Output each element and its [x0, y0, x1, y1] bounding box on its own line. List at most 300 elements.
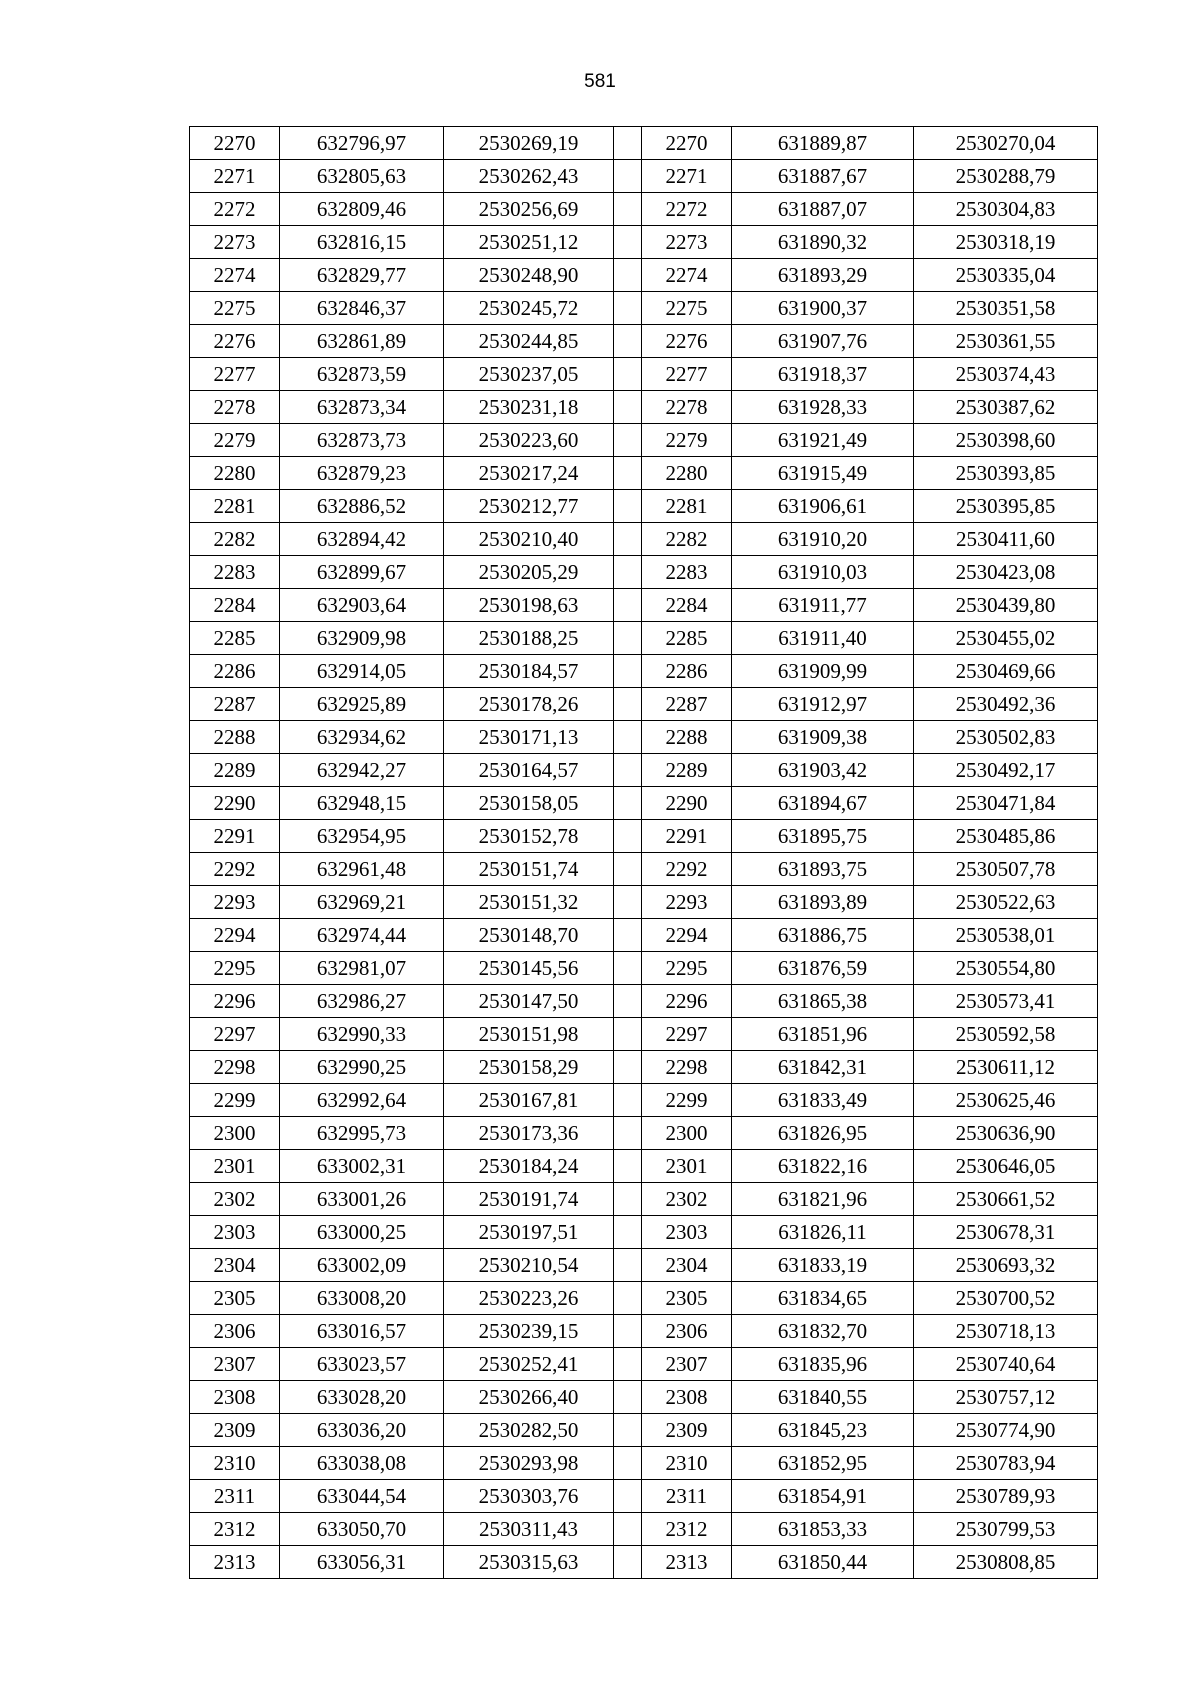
spacer-cell [614, 226, 642, 259]
spacer-cell [614, 787, 642, 820]
table-row [190, 1546, 1098, 1579]
point-number-right: 2295 [642, 952, 732, 985]
y-coordinate-left: 2530256,69 [444, 193, 614, 226]
y-coordinate-left: 2530269,19 [444, 127, 614, 160]
spacer-cell [614, 1282, 642, 1315]
y-coordinate-right: 2530625,46 [914, 1084, 1098, 1117]
point-number-left: 2289 [190, 754, 280, 787]
x-coordinate-left: 632886,52 [280, 490, 444, 523]
table-row [190, 490, 1098, 523]
x-coordinate-right: 631928,33 [732, 391, 914, 424]
table-row [190, 1480, 1098, 1513]
table-row [190, 358, 1098, 391]
point-number-right: 2299 [642, 1084, 732, 1117]
y-coordinate-left: 2530212,77 [444, 490, 614, 523]
point-number-right: 2288 [642, 721, 732, 754]
x-coordinate-left: 632894,42 [280, 523, 444, 556]
point-number-right: 2294 [642, 919, 732, 952]
point-number-left: 2270 [190, 127, 280, 160]
y-coordinate-left: 2530158,29 [444, 1051, 614, 1084]
spacer-cell [614, 1018, 642, 1051]
point-number-left: 2279 [190, 424, 280, 457]
table-row [190, 1084, 1098, 1117]
y-coordinate-right: 2530799,53 [914, 1513, 1098, 1546]
y-coordinate-right: 2530718,13 [914, 1315, 1098, 1348]
x-coordinate-right: 631910,03 [732, 556, 914, 589]
y-coordinate-right: 2530693,32 [914, 1249, 1098, 1282]
y-coordinate-left: 2530151,98 [444, 1018, 614, 1051]
spacer-cell [614, 1480, 642, 1513]
x-coordinate-left: 632954,95 [280, 820, 444, 853]
spacer-cell [614, 127, 642, 160]
x-coordinate-left: 633036,20 [280, 1414, 444, 1447]
table-row [190, 1249, 1098, 1282]
x-coordinate-right: 631893,89 [732, 886, 914, 919]
table-row [190, 787, 1098, 820]
y-coordinate-right: 2530700,52 [914, 1282, 1098, 1315]
coordinates-table-body [190, 127, 1098, 1579]
x-coordinate-left: 633000,25 [280, 1216, 444, 1249]
y-coordinate-right: 2530439,80 [914, 589, 1098, 622]
coordinates-table [189, 126, 1098, 1579]
x-coordinate-right: 631889,87 [732, 127, 914, 160]
point-number-right: 2313 [642, 1546, 732, 1579]
y-coordinate-left: 2530148,70 [444, 919, 614, 952]
y-coordinate-right: 2530502,83 [914, 721, 1098, 754]
x-coordinate-right: 631850,44 [732, 1546, 914, 1579]
point-number-left: 2303 [190, 1216, 280, 1249]
x-coordinate-left: 632969,21 [280, 886, 444, 919]
y-coordinate-right: 2530374,43 [914, 358, 1098, 391]
point-number-left: 2295 [190, 952, 280, 985]
x-coordinate-left: 632861,89 [280, 325, 444, 358]
x-coordinate-right: 631893,29 [732, 259, 914, 292]
point-number-right: 2306 [642, 1315, 732, 1348]
y-coordinate-right: 2530783,94 [914, 1447, 1098, 1480]
point-number-right: 2305 [642, 1282, 732, 1315]
y-coordinate-right: 2530423,08 [914, 556, 1098, 589]
y-coordinate-left: 2530171,13 [444, 721, 614, 754]
x-coordinate-right: 631821,96 [732, 1183, 914, 1216]
x-coordinate-left: 632992,64 [280, 1084, 444, 1117]
x-coordinate-right: 631826,11 [732, 1216, 914, 1249]
spacer-cell [614, 688, 642, 721]
y-coordinate-right: 2530774,90 [914, 1414, 1098, 1447]
x-coordinate-right: 631907,76 [732, 325, 914, 358]
point-number-right: 2276 [642, 325, 732, 358]
y-coordinate-right: 2530469,66 [914, 655, 1098, 688]
point-number-right: 2274 [642, 259, 732, 292]
y-coordinate-left: 2530173,36 [444, 1117, 614, 1150]
table-row [190, 325, 1098, 358]
table-row [190, 1216, 1098, 1249]
y-coordinate-left: 2530197,51 [444, 1216, 614, 1249]
point-number-right: 2273 [642, 226, 732, 259]
y-coordinate-right: 2530335,04 [914, 259, 1098, 292]
table-row [190, 127, 1098, 160]
point-number-left: 2287 [190, 688, 280, 721]
y-coordinate-right: 2530507,78 [914, 853, 1098, 886]
x-coordinate-right: 631842,31 [732, 1051, 914, 1084]
spacer-cell [614, 1150, 642, 1183]
y-coordinate-right: 2530304,83 [914, 193, 1098, 226]
x-coordinate-right: 631887,67 [732, 160, 914, 193]
table-row [190, 688, 1098, 721]
y-coordinate-left: 2530262,43 [444, 160, 614, 193]
point-number-left: 2296 [190, 985, 280, 1018]
y-coordinate-right: 2530789,93 [914, 1480, 1098, 1513]
point-number-left: 2301 [190, 1150, 280, 1183]
x-coordinate-left: 632899,67 [280, 556, 444, 589]
y-coordinate-left: 2530248,90 [444, 259, 614, 292]
y-coordinate-left: 2530158,05 [444, 787, 614, 820]
point-number-left: 2286 [190, 655, 280, 688]
x-coordinate-left: 632934,62 [280, 721, 444, 754]
point-number-right: 2272 [642, 193, 732, 226]
point-number-left: 2288 [190, 721, 280, 754]
point-number-left: 2309 [190, 1414, 280, 1447]
x-coordinate-left: 632942,27 [280, 754, 444, 787]
point-number-right: 2283 [642, 556, 732, 589]
point-number-right: 2285 [642, 622, 732, 655]
x-coordinate-right: 631826,95 [732, 1117, 914, 1150]
table-row [190, 952, 1098, 985]
x-coordinate-left: 632925,89 [280, 688, 444, 721]
y-coordinate-right: 2530288,79 [914, 160, 1098, 193]
x-coordinate-right: 631887,07 [732, 193, 914, 226]
x-coordinate-left: 632805,63 [280, 160, 444, 193]
point-number-left: 2302 [190, 1183, 280, 1216]
point-number-left: 2291 [190, 820, 280, 853]
x-coordinate-left: 632981,07 [280, 952, 444, 985]
y-coordinate-right: 2530646,05 [914, 1150, 1098, 1183]
x-coordinate-left: 633016,57 [280, 1315, 444, 1348]
y-coordinate-left: 2530188,25 [444, 622, 614, 655]
x-coordinate-right: 631893,75 [732, 853, 914, 886]
table-row [190, 754, 1098, 787]
point-number-right: 2297 [642, 1018, 732, 1051]
spacer-cell [614, 1051, 642, 1084]
point-number-left: 2299 [190, 1084, 280, 1117]
y-coordinate-left: 2530178,26 [444, 688, 614, 721]
x-coordinate-left: 632879,23 [280, 457, 444, 490]
point-number-left: 2298 [190, 1051, 280, 1084]
point-number-right: 2281 [642, 490, 732, 523]
point-number-right: 2300 [642, 1117, 732, 1150]
point-number-left: 2274 [190, 259, 280, 292]
y-coordinate-left: 2530231,18 [444, 391, 614, 424]
y-coordinate-right: 2530611,12 [914, 1051, 1098, 1084]
x-coordinate-left: 632990,33 [280, 1018, 444, 1051]
x-coordinate-left: 633001,26 [280, 1183, 444, 1216]
x-coordinate-right: 631909,38 [732, 721, 914, 754]
spacer-cell [614, 820, 642, 853]
point-number-left: 2310 [190, 1447, 280, 1480]
x-coordinate-left: 632961,48 [280, 853, 444, 886]
spacer-cell [614, 1084, 642, 1117]
x-coordinate-left: 633002,09 [280, 1249, 444, 1282]
y-coordinate-left: 2530223,60 [444, 424, 614, 457]
point-number-left: 2281 [190, 490, 280, 523]
y-coordinate-right: 2530554,80 [914, 952, 1098, 985]
y-coordinate-left: 2530237,05 [444, 358, 614, 391]
x-coordinate-left: 633028,20 [280, 1381, 444, 1414]
y-coordinate-left: 2530303,76 [444, 1480, 614, 1513]
y-coordinate-right: 2530387,62 [914, 391, 1098, 424]
y-coordinate-left: 2530152,78 [444, 820, 614, 853]
y-coordinate-right: 2530661,52 [914, 1183, 1098, 1216]
y-coordinate-left: 2530184,24 [444, 1150, 614, 1183]
spacer-cell [614, 1348, 642, 1381]
x-coordinate-left: 632995,73 [280, 1117, 444, 1150]
x-coordinate-right: 631854,91 [732, 1480, 914, 1513]
point-number-left: 2285 [190, 622, 280, 655]
spacer-cell [614, 1513, 642, 1546]
x-coordinate-right: 631910,20 [732, 523, 914, 556]
x-coordinate-right: 631911,77 [732, 589, 914, 622]
spacer-cell [614, 1546, 642, 1579]
x-coordinate-right: 631853,33 [732, 1513, 914, 1546]
x-coordinate-left: 633023,57 [280, 1348, 444, 1381]
table-row [190, 1051, 1098, 1084]
y-coordinate-right: 2530492,17 [914, 754, 1098, 787]
point-number-left: 2273 [190, 226, 280, 259]
x-coordinate-left: 633008,20 [280, 1282, 444, 1315]
point-number-left: 2306 [190, 1315, 280, 1348]
x-coordinate-left: 632903,64 [280, 589, 444, 622]
y-coordinate-left: 2530147,50 [444, 985, 614, 1018]
x-coordinate-right: 631912,97 [732, 688, 914, 721]
point-number-right: 2284 [642, 589, 732, 622]
point-number-left: 2271 [190, 160, 280, 193]
x-coordinate-left: 632909,98 [280, 622, 444, 655]
spacer-cell [614, 325, 642, 358]
point-number-right: 2270 [642, 127, 732, 160]
y-coordinate-left: 2530145,56 [444, 952, 614, 985]
y-coordinate-left: 2530245,72 [444, 292, 614, 325]
table-row [190, 985, 1098, 1018]
y-coordinate-left: 2530164,57 [444, 754, 614, 787]
y-coordinate-left: 2530184,57 [444, 655, 614, 688]
point-number-right: 2307 [642, 1348, 732, 1381]
table-row [190, 193, 1098, 226]
point-number-left: 2305 [190, 1282, 280, 1315]
spacer-cell [614, 160, 642, 193]
x-coordinate-right: 631865,38 [732, 985, 914, 1018]
point-number-right: 2309 [642, 1414, 732, 1447]
table-row [190, 589, 1098, 622]
x-coordinate-right: 631886,75 [732, 919, 914, 952]
point-number-right: 2278 [642, 391, 732, 424]
x-coordinate-right: 631906,61 [732, 490, 914, 523]
point-number-left: 2304 [190, 1249, 280, 1282]
point-number-right: 2292 [642, 853, 732, 886]
point-number-right: 2301 [642, 1150, 732, 1183]
x-coordinate-left: 633002,31 [280, 1150, 444, 1183]
page-number: 581 [584, 71, 616, 92]
x-coordinate-right: 631832,70 [732, 1315, 914, 1348]
spacer-cell [614, 886, 642, 919]
table-row [190, 1183, 1098, 1216]
y-coordinate-left: 2530205,29 [444, 556, 614, 589]
y-coordinate-left: 2530151,74 [444, 853, 614, 886]
point-number-left: 2278 [190, 391, 280, 424]
y-coordinate-left: 2530315,63 [444, 1546, 614, 1579]
spacer-cell [614, 589, 642, 622]
spacer-cell [614, 556, 642, 589]
point-number-left: 2300 [190, 1117, 280, 1150]
table-row [190, 820, 1098, 853]
spacer-cell [614, 622, 642, 655]
spacer-cell [614, 1216, 642, 1249]
spacer-cell [614, 1414, 642, 1447]
x-coordinate-left: 632873,59 [280, 358, 444, 391]
point-number-left: 2283 [190, 556, 280, 589]
point-number-left: 2284 [190, 589, 280, 622]
x-coordinate-right: 631835,96 [732, 1348, 914, 1381]
y-coordinate-right: 2530411,60 [914, 523, 1098, 556]
point-number-right: 2311 [642, 1480, 732, 1513]
spacer-cell [614, 1117, 642, 1150]
table-row [190, 655, 1098, 688]
y-coordinate-right: 2530492,36 [914, 688, 1098, 721]
table-row [190, 1150, 1098, 1183]
y-coordinate-right: 2530573,41 [914, 985, 1098, 1018]
spacer-cell [614, 1447, 642, 1480]
spacer-cell [614, 919, 642, 952]
table-row [190, 226, 1098, 259]
x-coordinate-right: 631921,49 [732, 424, 914, 457]
point-number-right: 2277 [642, 358, 732, 391]
point-number-right: 2293 [642, 886, 732, 919]
y-coordinate-left: 2530266,40 [444, 1381, 614, 1414]
y-coordinate-right: 2530455,02 [914, 622, 1098, 655]
y-coordinate-right: 2530808,85 [914, 1546, 1098, 1579]
y-coordinate-left: 2530210,54 [444, 1249, 614, 1282]
y-coordinate-right: 2530270,04 [914, 127, 1098, 160]
y-coordinate-left: 2530198,63 [444, 589, 614, 622]
point-number-right: 2291 [642, 820, 732, 853]
y-coordinate-right: 2530471,84 [914, 787, 1098, 820]
spacer-cell [614, 490, 642, 523]
point-number-left: 2275 [190, 292, 280, 325]
point-number-left: 2297 [190, 1018, 280, 1051]
table-row [190, 259, 1098, 292]
x-coordinate-right: 631911,40 [732, 622, 914, 655]
point-number-left: 2293 [190, 886, 280, 919]
x-coordinate-right: 631890,32 [732, 226, 914, 259]
point-number-right: 2282 [642, 523, 732, 556]
y-coordinate-right: 2530485,86 [914, 820, 1098, 853]
point-number-right: 2287 [642, 688, 732, 721]
table-row [190, 1513, 1098, 1546]
point-number-right: 2308 [642, 1381, 732, 1414]
spacer-cell [614, 358, 642, 391]
table-row [190, 1315, 1098, 1348]
table-row [190, 622, 1098, 655]
point-number-right: 2286 [642, 655, 732, 688]
point-number-left: 2277 [190, 358, 280, 391]
y-coordinate-left: 2530252,41 [444, 1348, 614, 1381]
y-coordinate-right: 2530636,90 [914, 1117, 1098, 1150]
spacer-cell [614, 754, 642, 787]
x-coordinate-left: 633044,54 [280, 1480, 444, 1513]
x-coordinate-right: 631851,96 [732, 1018, 914, 1051]
point-number-left: 2276 [190, 325, 280, 358]
spacer-cell [614, 424, 642, 457]
x-coordinate-right: 631840,55 [732, 1381, 914, 1414]
table-row [190, 457, 1098, 490]
point-number-left: 2307 [190, 1348, 280, 1381]
x-coordinate-left: 632829,77 [280, 259, 444, 292]
table-row [190, 886, 1098, 919]
x-coordinate-right: 631876,59 [732, 952, 914, 985]
x-coordinate-right: 631833,19 [732, 1249, 914, 1282]
table-row [190, 919, 1098, 952]
y-coordinate-right: 2530740,64 [914, 1348, 1098, 1381]
point-number-left: 2312 [190, 1513, 280, 1546]
x-coordinate-left: 632796,97 [280, 127, 444, 160]
x-coordinate-left: 633056,31 [280, 1546, 444, 1579]
x-coordinate-right: 631834,65 [732, 1282, 914, 1315]
table-row [190, 721, 1098, 754]
spacer-cell [614, 1381, 642, 1414]
point-number-left: 2294 [190, 919, 280, 952]
point-number-left: 2280 [190, 457, 280, 490]
y-coordinate-left: 2530293,98 [444, 1447, 614, 1480]
table-row [190, 523, 1098, 556]
x-coordinate-left: 632873,73 [280, 424, 444, 457]
point-number-left: 2292 [190, 853, 280, 886]
point-number-right: 2271 [642, 160, 732, 193]
spacer-cell [614, 1183, 642, 1216]
point-number-left: 2290 [190, 787, 280, 820]
y-coordinate-left: 2530311,43 [444, 1513, 614, 1546]
y-coordinate-right: 2530351,58 [914, 292, 1098, 325]
table-row [190, 1447, 1098, 1480]
x-coordinate-right: 631909,99 [732, 655, 914, 688]
y-coordinate-right: 2530395,85 [914, 490, 1098, 523]
point-number-right: 2304 [642, 1249, 732, 1282]
y-coordinate-right: 2530592,58 [914, 1018, 1098, 1051]
table-row [190, 424, 1098, 457]
point-number-right: 2312 [642, 1513, 732, 1546]
y-coordinate-right: 2530757,12 [914, 1381, 1098, 1414]
point-number-left: 2272 [190, 193, 280, 226]
table-row [190, 1414, 1098, 1447]
spacer-cell [614, 952, 642, 985]
y-coordinate-left: 2530210,40 [444, 523, 614, 556]
x-coordinate-right: 631845,23 [732, 1414, 914, 1447]
spacer-cell [614, 292, 642, 325]
point-number-right: 2296 [642, 985, 732, 1018]
spacer-cell [614, 457, 642, 490]
y-coordinate-right: 2530393,85 [914, 457, 1098, 490]
spacer-cell [614, 1249, 642, 1282]
y-coordinate-left: 2530151,32 [444, 886, 614, 919]
y-coordinate-right: 2530398,60 [914, 424, 1098, 457]
y-coordinate-left: 2530223,26 [444, 1282, 614, 1315]
table-row [190, 1018, 1098, 1051]
table-row [190, 853, 1098, 886]
x-coordinate-right: 631900,37 [732, 292, 914, 325]
point-number-right: 2303 [642, 1216, 732, 1249]
x-coordinate-left: 632816,15 [280, 226, 444, 259]
x-coordinate-right: 631903,42 [732, 754, 914, 787]
spacer-cell [614, 655, 642, 688]
y-coordinate-left: 2530239,15 [444, 1315, 614, 1348]
x-coordinate-right: 631918,37 [732, 358, 914, 391]
